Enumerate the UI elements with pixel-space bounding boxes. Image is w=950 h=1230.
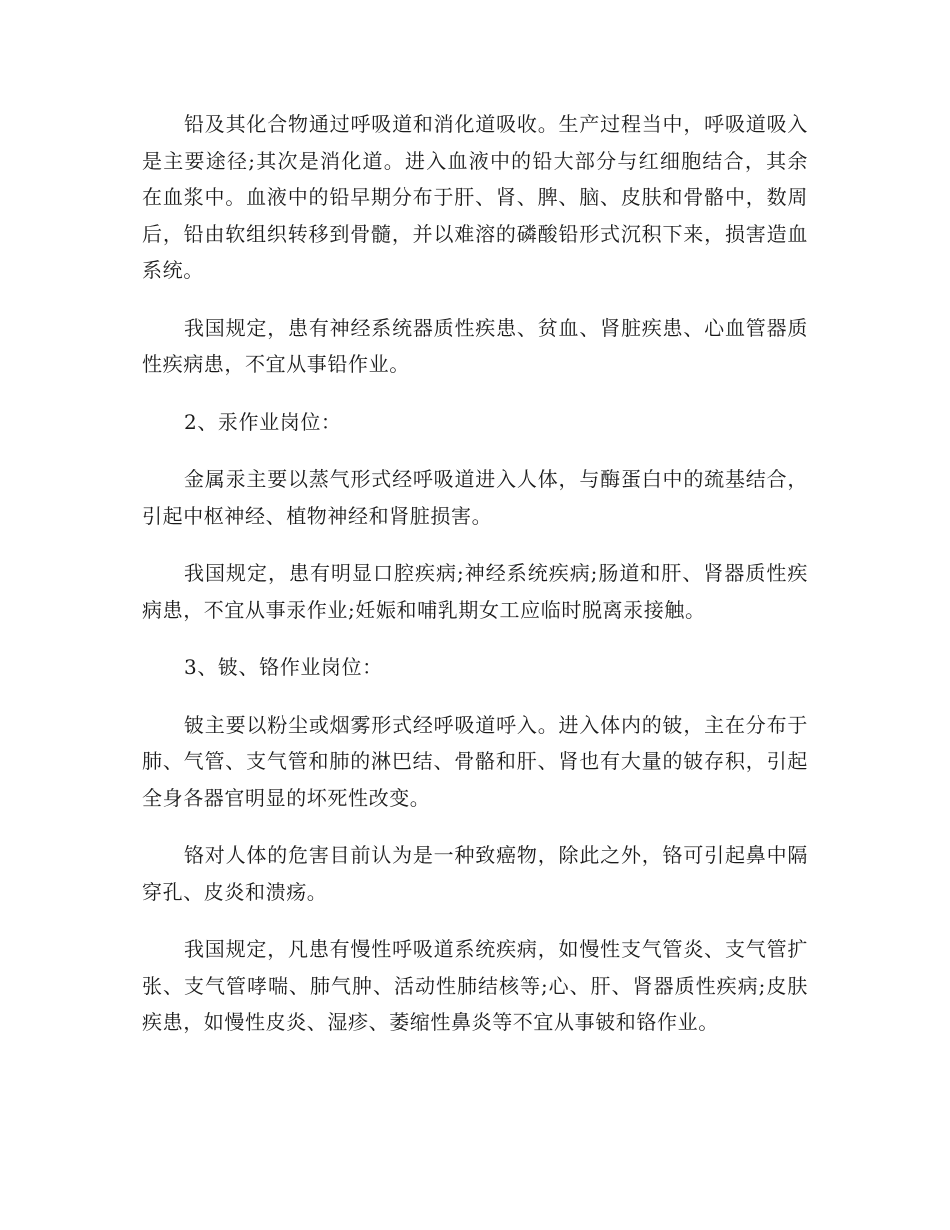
paragraph-mercury-effects: 金属汞主要以蒸气形式经呼吸道进入人体，与酶蛋白中的巯基结合，引起中枢神经、植物神经和肾脏损害。: [142, 467, 808, 528]
heading-beryllium-chromium-positions: 3、铍、铬作业岗位：: [184, 655, 383, 679]
paragraph-beryllium-chromium-regulation: 我国规定，凡患有慢性呼吸道系统疾病，如慢性支气管炎、支气管扩张、支气管哮喘、肺气肿、活动性肺结核等;心、肝、肾器质性疾病;皮肤疾患，如慢性皮炎、湿疹、萎缩性鼻炎等不宜从事铍和铬作业。: [142, 937, 808, 1034]
paragraph-lead-absorption: 铅及其化合物通过呼吸道和消化道吸收。生产过程当中，呼吸道吸入是主要途径;其次是消化道。进入血液中的铅大部分与红细胞结合，其余在血浆中。血液中的铅早期分布于肝、肾、脾、脑、皮肤和骨骼中，数周后，铅由软组织转移到骨髓，并以难溶的磷酸铅形式沉积下来，损害造血系统。: [142, 112, 808, 282]
paragraph-chromium-effects: 铬对人体的危害目前认为是一种致癌物，除此之外，铬可引起鼻中隔穿孔、皮炎和溃疡。: [142, 843, 808, 904]
paragraph-lead-regulation: 我国规定，患有神经系统器质性疾患、贫血、肾脏疾患、心血管器质性疾病患，不宜从事铅作业。: [142, 315, 808, 376]
document-body: [142, 106, 808, 1062]
paragraph-mercury-regulation: 我国规定，患有明显口腔疾病;神经系统疾病;肠道和肝、肾器质性疾病患，不宜从事汞作业;妊娠和哺乳期女工应临时脱离汞接触。: [142, 561, 808, 622]
paragraph-beryllium-effects: 铍主要以粉尘或烟雾形式经呼吸道呼入。进入体内的铍，主在分布于肺、气管、支气管和肺的淋巴结、骨骼和肝、肾也有大量的铍存积，引起全身各器官明显的坏死性改变。: [142, 712, 808, 810]
heading-mercury-positions: 2、汞作业岗位：: [184, 409, 342, 434]
